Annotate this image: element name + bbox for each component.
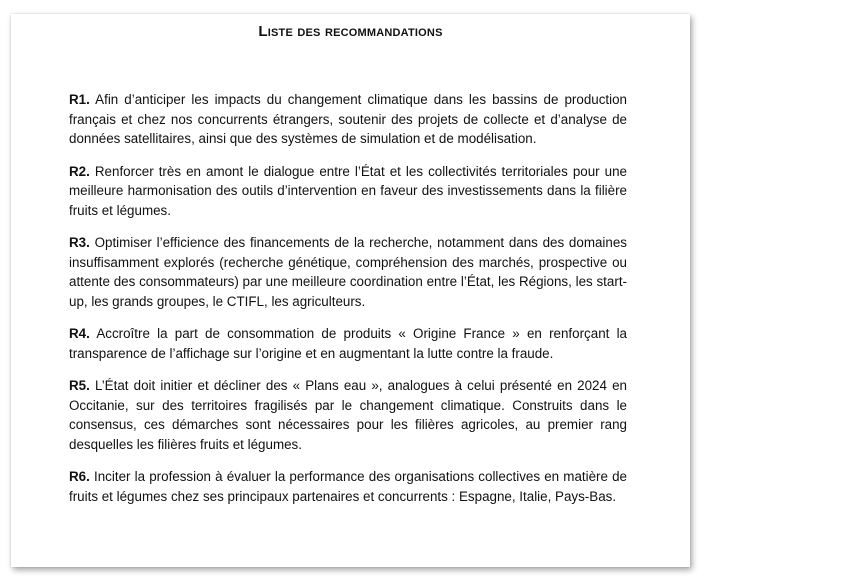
recommendation-label: R1. bbox=[69, 92, 90, 107]
recommendation-label: R4. bbox=[69, 326, 90, 341]
recommendation-text: Inciter la profession à évaluer la performance des organisations collectives en matière de fruits et légumes chez ses principaux partenaires et concurrents : Espagne, Italie, Pays-Bas. bbox=[69, 469, 627, 504]
recommendation-text: Afin d’anticiper les impacts du changement climatique dans les bassins de production français et chez nos concurrents étrangers, soutenir des projets de collecte et d’analyse de données satellitaires, ainsi que des systèmes de simulation et de modélisation. bbox=[69, 92, 628, 146]
recommendation-text: Accroître la part de consommation de produits « Origine France » en renforçant la transparence de l’affichage sur l’origine et en augmentant la lutte contre la fraude. bbox=[69, 326, 627, 361]
recommendation-r2 bbox=[69, 162, 627, 221]
document-page bbox=[11, 14, 690, 567]
recommendation-label: R6. bbox=[69, 469, 90, 484]
recommendation-text: Renforcer très en amont le dialogue entre l’État et les collectivités territoriales pour une meilleure harmonisation des outils d’intervention en faveur des investissements dans la filière fruits et légumes. bbox=[69, 163, 627, 218]
recommendation-r6 bbox=[69, 467, 627, 506]
recommendation-text: Optimiser l’efficience des financements de la recherche, notamment dans des domaines insuffisamment explorés (recherche génétique, compréhension des marchés, prospective ou attente des consommateurs) par une meilleure coordination entre l’État, les Régions, les start-up, les grands groupes, le CTIFL, les agriculteurs. bbox=[69, 235, 627, 309]
recommendation-r4 bbox=[69, 324, 627, 363]
recommendation-list bbox=[69, 90, 627, 519]
recommendation-text: L’État doit initier et décliner des « Plans eau », analogues à celui présenté en 2024 en Occitanie, sur des territoires fragilisés par le changement climatique. Construits dans le consensus, ces démarches sont nécessaires pour les filières agricoles, au premier rang desquelles les filières fruits et légumes. bbox=[69, 378, 627, 452]
recommendation-r5 bbox=[69, 376, 627, 454]
recommendation-label: R3. bbox=[69, 235, 90, 250]
recommendation-r3 bbox=[69, 233, 627, 311]
page-title: Liste des recommandations bbox=[258, 23, 443, 40]
recommendation-r1 bbox=[69, 90, 627, 149]
recommendation-label: R2. bbox=[69, 163, 90, 179]
recommendation-label: R5. bbox=[69, 378, 90, 393]
